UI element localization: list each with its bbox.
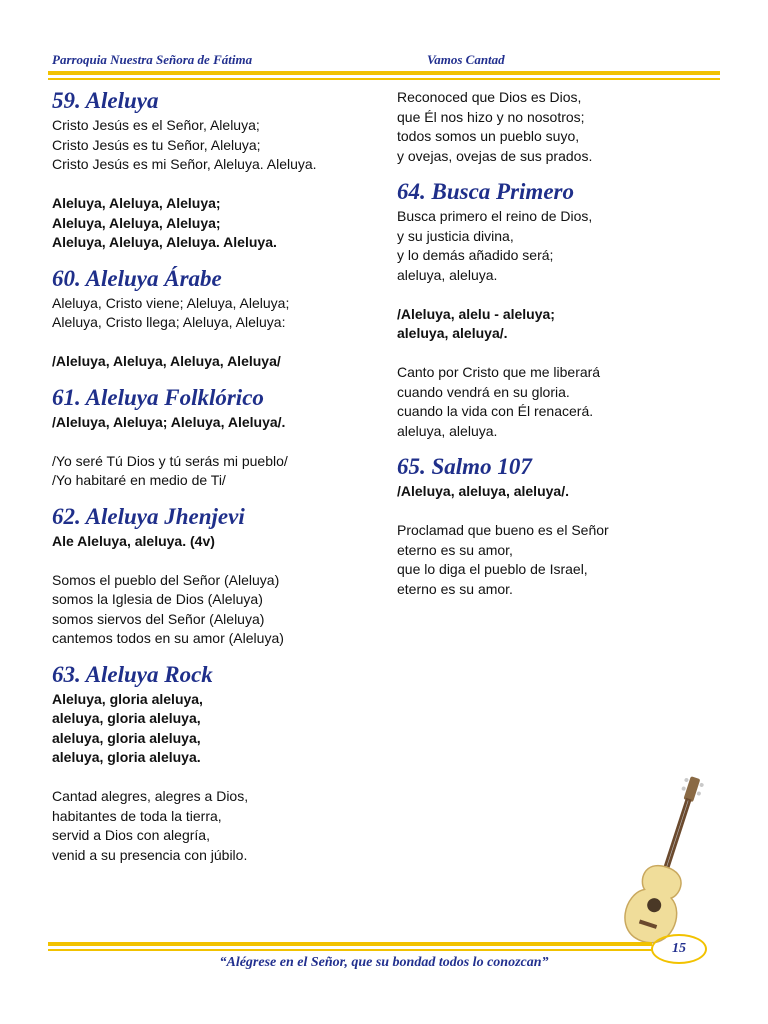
- lyric-line: todos somos un pueblo suyo,: [397, 128, 580, 144]
- lyric-line: /Aleluya, Aleluya, Aleluya, Aleluya/: [52, 353, 281, 369]
- chorus-stanza: [52, 532, 382, 552]
- footer-rule: [48, 942, 652, 946]
- stanza-spacer: [397, 285, 727, 305]
- lyric-line: Aleluya, Aleluya, Aleluya;: [52, 195, 221, 211]
- lyric-line: Ale Aleluya, aleluya. (4v): [52, 532, 215, 549]
- left-column: [52, 88, 382, 865]
- lyric-line: /Yo habitaré en medio de Ti/: [52, 472, 226, 488]
- chorus-stanza: [52, 413, 382, 433]
- guitar-icon: [610, 768, 730, 958]
- section-spacer: [52, 253, 382, 266]
- lyric-line: eterno es su amor,: [397, 541, 513, 558]
- page-number: 15: [651, 934, 707, 964]
- lyric-line: Aleluya, Aleluya, Aleluya;: [52, 214, 221, 231]
- lyric-line: /Yo seré Tú Dios y tú serás mi pueblo/: [52, 452, 288, 469]
- lyric-line: Cristo Jesús es tu Señor, Aleluya;: [52, 136, 261, 153]
- lyric-line: habitantes de toda la tierra,: [52, 807, 222, 824]
- lyric-line: y ovejas, ovejas de sus prados.: [397, 147, 593, 164]
- song-title: 59. Aleluya: [52, 88, 159, 113]
- lyric-line: somos siervos del Señor (Aleluya): [52, 610, 265, 627]
- lyric-line: Aleluya, Aleluya, Aleluya. Aleluya.: [52, 234, 277, 250]
- lyric-line: Canto por Cristo que me liberará: [397, 364, 601, 380]
- song-section: [52, 385, 382, 491]
- lyric-line: aleluya, aleluya/.: [397, 325, 508, 341]
- section-spacer: [52, 372, 382, 385]
- song-section: [52, 504, 382, 649]
- section-spacer: [397, 441, 727, 454]
- section-spacer: [52, 491, 382, 504]
- header-parish-name: Parroquia Nuestra Señora de Fátima: [52, 52, 253, 67]
- song-section: [52, 662, 382, 866]
- song-title: 62. Aleluya Jhenjevi: [52, 503, 245, 529]
- lyric-line: Somos el pueblo del Señor (Aleluya): [52, 571, 280, 588]
- verse-stanza: [52, 294, 382, 333]
- stanza-spacer: [52, 432, 382, 452]
- verse-stanza: [52, 452, 382, 491]
- lyric-line: /Aleluya, Aleluya; Aleluya, Aleluya/.: [52, 413, 286, 430]
- song-title: 61. Aleluya Folklórico: [52, 384, 264, 410]
- verse-stanza: [397, 88, 727, 166]
- chorus-stanza: [52, 352, 382, 372]
- verse-stanza: [397, 521, 727, 599]
- lyric-line: Cantad alegres, alegres a Dios,: [52, 788, 249, 804]
- lyric-line: aleluya, gloria aleluya.: [52, 749, 201, 765]
- lyric-line: /Aleluya, alelu - aleluya;: [397, 305, 555, 322]
- song-title: 63. Aleluya Rock: [52, 661, 213, 687]
- lyric-line: /Aleluya, aleluya, aleluya/.: [397, 483, 569, 499]
- lyric-line: venid a su presencia con júbilo.: [52, 846, 248, 863]
- stanza-spacer: [52, 768, 382, 788]
- chorus-stanza: [397, 482, 727, 502]
- lyric-line: cuando la vida con Él renacerá.: [397, 403, 594, 419]
- lyric-line: Cristo Jesús es mi Señor, Aleluya. Aleluya.: [52, 156, 317, 172]
- lyric-line: Reconoced que Dios es Dios,: [397, 89, 582, 105]
- right-column: [397, 88, 727, 599]
- footer-quote: “Alégrese en el Señor, que su bondad todos lo conozcan”: [219, 955, 549, 970]
- lyric-line: Cristo Jesús es el Señor, Aleluya;: [52, 117, 260, 133]
- lyric-line: y lo demás añadido será;: [397, 247, 554, 263]
- header-book-title: Vamos Cantad: [427, 52, 505, 67]
- stanza-spacer: [397, 344, 727, 364]
- verse-stanza: [397, 363, 727, 441]
- lyric-line: que lo diga el pueblo de Israel,: [397, 561, 588, 577]
- song-section: [397, 179, 727, 441]
- header-rule-thin: [48, 78, 720, 80]
- lyric-line: Busca primero el reino de Dios,: [397, 208, 593, 224]
- verse-stanza: [397, 207, 727, 285]
- footer-rule-thin: [48, 949, 652, 951]
- song-section: [397, 88, 727, 166]
- stanza-spacer: [52, 333, 382, 353]
- stanza-spacer: [397, 502, 727, 522]
- verse-stanza: [52, 571, 382, 649]
- song-section: [52, 266, 382, 372]
- lyric-line: Proclamad que bueno es el Señor: [397, 522, 609, 538]
- lyric-line: aleluya, gloria aleluya,: [52, 729, 201, 746]
- stanza-spacer: [52, 175, 382, 195]
- lyric-line: y su justicia divina,: [397, 227, 514, 244]
- chorus-stanza: [397, 305, 727, 344]
- lyric-line: eterno es su amor.: [397, 580, 513, 597]
- lyric-line: aleluya, gloria aleluya,: [52, 710, 201, 726]
- lyric-line: servid a Dios con alegría,: [52, 827, 210, 843]
- song-section: [397, 454, 727, 599]
- section-spacer: [397, 166, 727, 179]
- lyric-line: Aleluya, Cristo viene; Aleluya, Aleluya;: [52, 294, 290, 311]
- song-section: [52, 88, 382, 253]
- lyric-line: aleluya, aleluya.: [397, 422, 498, 439]
- lyric-line: Aleluya, Cristo llega; Aleluya, Aleluya:: [52, 314, 286, 330]
- header-rule: [48, 71, 720, 75]
- section-spacer: [52, 649, 382, 662]
- song-title: 65. Salmo 107: [397, 454, 532, 479]
- chorus-stanza: [52, 194, 382, 253]
- verse-stanza: [52, 116, 382, 175]
- lyric-line: aleluya, aleluya.: [397, 266, 498, 283]
- verse-stanza: [52, 787, 382, 865]
- lyric-line: somos la Iglesia de Dios (Aleluya): [52, 591, 263, 607]
- chorus-stanza: [52, 690, 382, 768]
- lyric-line: que Él nos hizo y no nosotros;: [397, 108, 585, 125]
- lyric-line: cuando vendrá en su gloria.: [397, 383, 570, 400]
- song-title: 60. Aleluya Árabe: [52, 265, 222, 291]
- lyric-line: cantemos todos en su amor (Aleluya): [52, 630, 284, 646]
- song-title: 64. Busca Primero: [397, 179, 574, 204]
- lyric-line: Aleluya, gloria aleluya,: [52, 690, 203, 707]
- stanza-spacer: [52, 551, 382, 571]
